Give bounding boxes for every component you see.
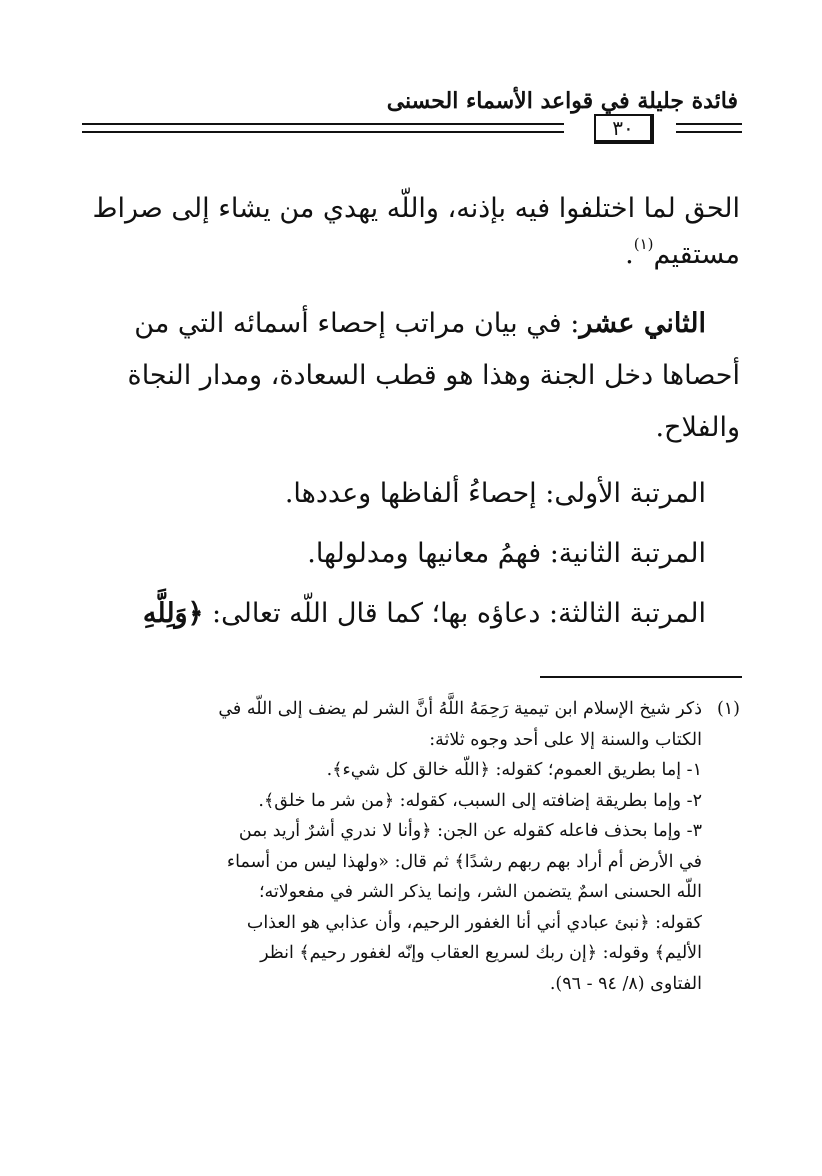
footnote-line: في الأرض أم أراد بهم ربهم رشدًا﴾ ثم قال: «ولهذا ليس من أسماء — [226, 851, 702, 872]
header-rule-right-bottom — [82, 131, 564, 133]
footnote — [82, 694, 740, 999]
footnote-line: كقوله: ﴿نبئ عبادي أني أنا الغفور الرحيم، وأن عذابي هو العذاب — [246, 912, 702, 933]
header-rule-left-bottom — [676, 131, 742, 133]
section-lead: الثاني عشر — [579, 308, 706, 339]
footnote-line: الكتاب والسنة إلا على أحد وجوه ثلاثة: — [429, 729, 702, 750]
footnote-separator — [540, 676, 742, 678]
p1-word: مستقيم — [653, 239, 740, 270]
page-number-box — [594, 114, 654, 144]
p2-line2: أحصاها دخل الجنة وهذا هو قطب السعادة، ومدار النجاة — [127, 360, 740, 391]
p1-period: . — [625, 239, 634, 270]
running-title: فائدة جليلة في قواعد الأسماء الحسنى — [386, 88, 738, 114]
p2-line3: والفلاح. — [655, 412, 740, 443]
rank-list — [82, 464, 740, 644]
header-rule-right-top — [82, 123, 564, 125]
paragraph-continuation — [82, 183, 740, 281]
footnote-line: الأليم﴾ وقوله: ﴿إن ربك لسريع العقاب وإنّه لغفور رحيم﴾ انظر — [260, 943, 702, 963]
footnote-line: اللّه الحسنى اسمٌ يتضمن الشر، وإنما يذكر الشر في مفعولاته؛ — [258, 882, 702, 902]
rank-2: المرتبة الثانية: فهمُ معانيها ومدلولها. — [307, 538, 706, 569]
page-number: ٣٠ — [612, 116, 634, 140]
footnote-body — [82, 694, 702, 999]
quran-quote-start: ﴿وَلِلَّهِ — [142, 598, 204, 629]
footnote-line: ٢- وإما بطريقة إضافته إلى السبب، كقوله: ﴿من شر ما خلق﴾. — [258, 790, 702, 811]
footnote-line: ٣- وإما بحذف فاعله كقوله عن الجن: ﴿وأنا لا ندري أشرٌ أريد بمن — [238, 821, 702, 841]
p2-line1 — [82, 298, 740, 350]
footnote-line: ١- إما بطريق العموم؛ كقوله: ﴿اللّه خالق كل شيء﴾. — [326, 760, 702, 780]
p2-line1-rest: : في بيان مراتب إحصاء أسمائه التي من — [134, 308, 580, 339]
rank-3-text: المرتبة الثالثة: دعاؤه بها؛ كما قال اللّه تعالى: — [212, 598, 706, 629]
p1-line2 — [82, 229, 740, 281]
footnote-row — [82, 694, 740, 999]
p1-line1: الحق لما اختلفوا فيه بإذنه، واللّه يهدي من يشاء إلى صراط — [92, 193, 740, 224]
rank-1: المرتبة الأولى: إحصاءُ ألفاظها وعددها. — [284, 478, 706, 509]
header-rule-left-top — [676, 123, 742, 125]
rank-3 — [82, 584, 740, 644]
paragraph-twelfth — [82, 298, 740, 454]
footnote-line: ذكر شيخ الإسلام ابن تيمية رَحِمَهُ اللَّهُ أنَّ الشر لم يضف إلى اللّه في — [218, 699, 702, 719]
footnote-line: الفتاوى (٨/ ٩٤ - ٩٦). — [549, 973, 702, 994]
footnote-reference[interactable]: (١) — [633, 235, 654, 253]
footnote-number: (١) — [716, 699, 740, 719]
